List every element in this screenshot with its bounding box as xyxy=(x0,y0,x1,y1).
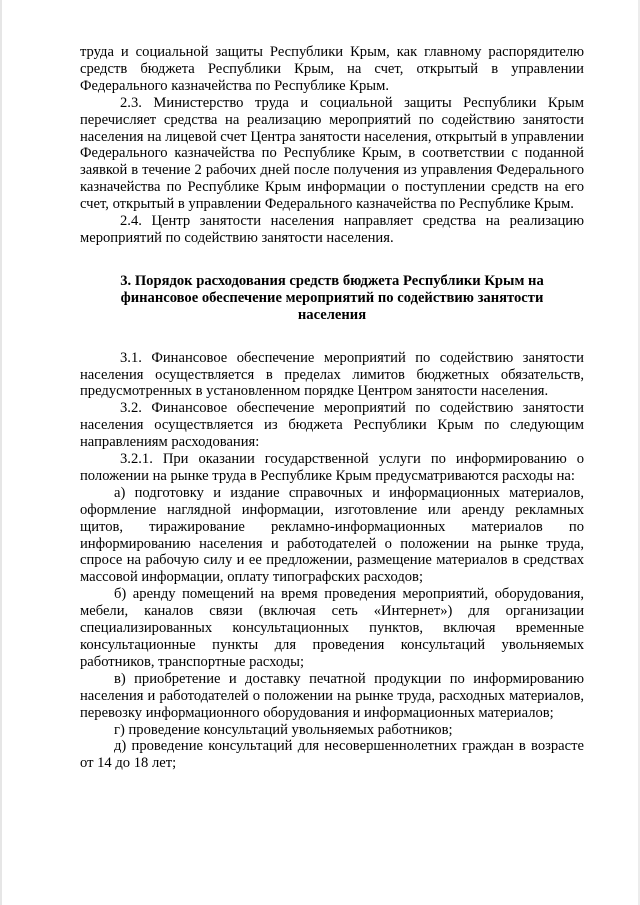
paragraph-2-4: 2.4. Центр занятости населения направляет средства на реализацию мероприятий по содействию занятости населения. xyxy=(80,213,584,246)
paragraph-2-3: 2.3. Министерство труда и социальной защиты Республики Крым перечисляет средства на реализацию мероприятий по содействию занятости населения на лицевой счет Центра занятости населения, открытый в управлении Федерального казначейства по Республике Крым, в соответствии с поданной заявкой в течение 2 рабочих дней после получения из управления Федерального казначейства по Республике Крым информации о поступлении средств на его счет, открытый в управлении Федерального казначейства по Республике Крым. xyxy=(80,94,584,213)
list-item-v: в) приобретение и доставку печатной продукции по информированию населения и работодателей о положении на рынке труда, расходных материалов, перевозку информационного оборудования и информационных материалов; xyxy=(80,670,584,721)
list-item-g: г) проведение консультаций увольняемых работников; xyxy=(114,721,453,738)
list-item-b: б) аренду помещений на время проведения мероприятий, оборудования, мебели, каналов связи (включая сеть «Интернет») для организации специализированных консультационных пунктов, включая временные консультационные пункты для проведения консультаций увольняемых работников, транспортные расходы; xyxy=(80,586,584,670)
paragraph-3-2: 3.2. Финансовое обеспечение мероприятий по содействию занятости населения осуществляется из бюджета Республики Крым по следующим направлениям расходования: xyxy=(80,400,584,451)
paragraph-continuation: труда и социальной защиты Республики Крым, как главному распорядителю средств бюджета Республики Крым, на счет, открытый в управлении Федерального казначейства по Республике Крым. xyxy=(80,44,584,94)
paragraph-3-1: 3.1. Финансовое обеспечение мероприятий по содействию занятости населения осуществляется в пределах лимитов бюджетных обязательств, предусмотренных в установленном порядке Центром занятости населения. xyxy=(80,349,584,400)
list-item-a: а) подготовку и издание справочных и информационных материалов, оформление наглядной информации, изготовление или аренду рекламных щитов, тиражирование рекламно-информационных материалов по информированию населения и работодателей о положении на рынке труда, спросе на рабочую силу и ее предложении, размещение материалов в средствах массовой информации, оплату типографских расходов; xyxy=(80,484,584,586)
paragraph-3-2-1: 3.2.1. При оказании государственной услуги по информированию о положении на рынке труда в Республике Крым предусматриваются расходы на: xyxy=(80,451,584,484)
section-heading: 3. Порядок расходования средств бюджета Республики Крым на финансовое обеспечение мероприятий по содействию занятости населения xyxy=(120,272,544,323)
list-item-d: д) проведение консультаций для несовершеннолетних граждан в возрасте от 14 до 18 лет; xyxy=(80,738,584,772)
